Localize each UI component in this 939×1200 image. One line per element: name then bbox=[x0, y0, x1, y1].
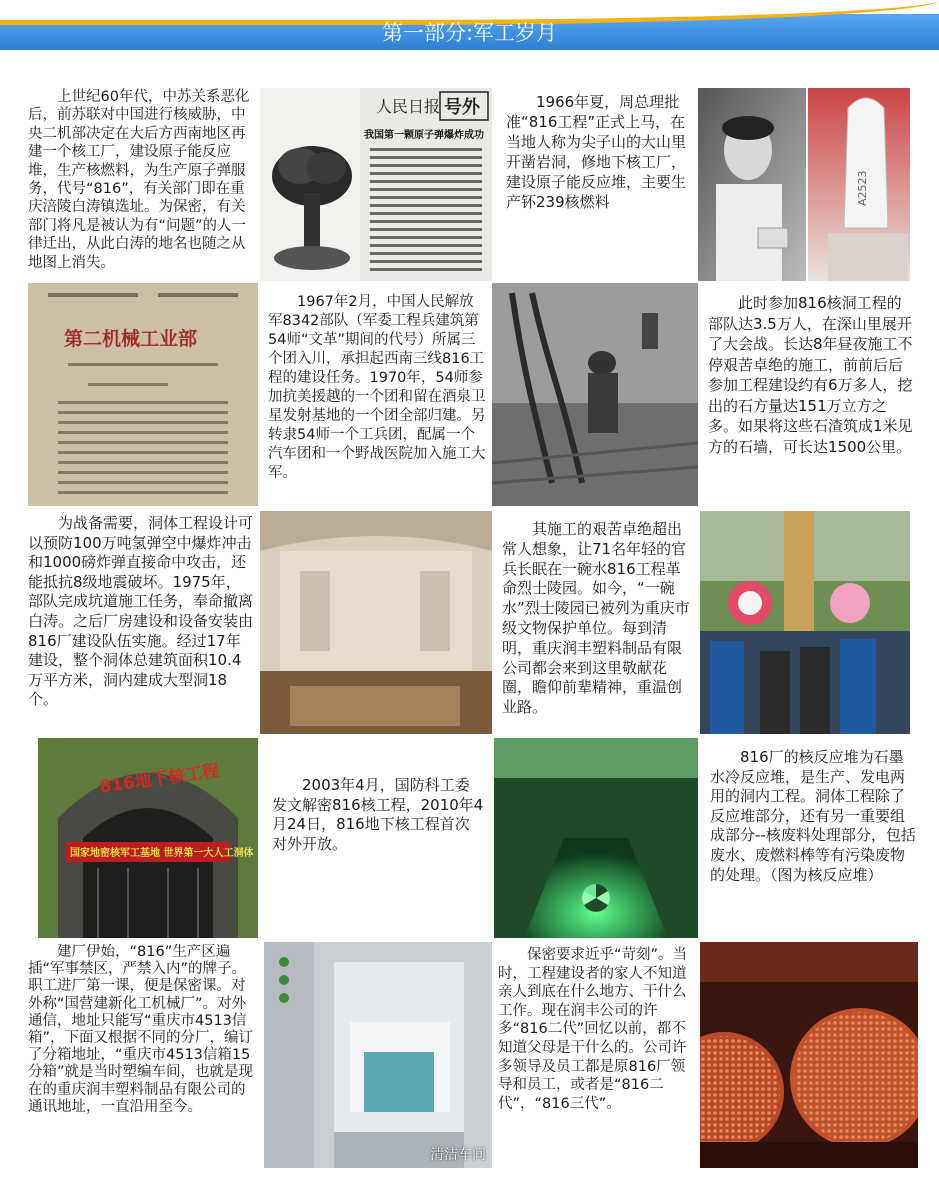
newspaper-extra: 号外 bbox=[444, 97, 480, 118]
text-block-3: 1967年2月，中国人民解放军8342部队（军委工程兵建筑第54师“文革”期间的代号）所属三个团入川，承担起西南三线816工程的建设任务。1970年，54师参加抗美援越的一个团和留在酒泉卫星发射基地的一个团全部归建。另转隶54师一个工兵团，配属一个汽车团和一个野战医院加入施工大军。 bbox=[268, 294, 486, 481]
memorial-ceremony-image bbox=[700, 511, 910, 734]
text-block-2: 1966年夏，周总理批准“816工程”正式上马，在当地人称为尖子山的大山里开凿岩洞，修地下核工厂，建设原子能反应堆，主要生产钚239核燃料 bbox=[506, 93, 687, 211]
reactor-green-image bbox=[494, 738, 698, 938]
zhou-and-missile-image bbox=[698, 88, 910, 281]
construction-worker-image bbox=[492, 283, 698, 506]
cavern-hall-image bbox=[260, 511, 492, 734]
newspaper-masthead: 人民日报 bbox=[376, 97, 441, 116]
tunnel-entrance-image bbox=[38, 738, 258, 938]
text-block-4: 此时参加816核洞工程的部队达3.5万人，在深山里展开了大会战。长达8年昼夜施工不停艰苦卓绝的施工，前前后后参加工程建设约有6万多人，挖出的石方量达151万立方之多。如果将这些石渣筑成1米见方的石墙，可长达1500公里。 bbox=[708, 294, 913, 456]
ministry-document-image bbox=[28, 283, 258, 506]
tunnel-sign: 816地下核工程 bbox=[98, 761, 221, 798]
text-block-5: 为战备需要，洞体工程设计可以预防100万吨氢弹空中爆炸冲击和1000磅炸弹直接命中攻击，还能抵抗8级地震破坏。1975年，部队完成坑道施工任务，奉命撤离白涛。之后厂房建设和设备安装由816厂建设队伍实施。经过17年建设，整个洞体总建筑面积10.4万平方米，洞内建成大型洞18个。 bbox=[28, 514, 254, 709]
text-block-7: 2003年4月，国防科工委发文解密816核工程，2010年4月24日，816地下核工程首次对外开放。 bbox=[272, 776, 484, 853]
tunnel-banner: 国家地密核军工基地 世界第一大人工洞体 bbox=[70, 848, 254, 859]
section-header bbox=[0, 0, 939, 52]
document-title: 第二机械工业部 bbox=[64, 328, 198, 350]
clean-room-image bbox=[264, 942, 492, 1168]
missile-label: A2523 bbox=[856, 170, 869, 206]
section-title: 第一部分:军工岁月 bbox=[381, 21, 558, 45]
text-block-6: 其施工的艰苦卓绝超出常人想象，让71名年轻的官兵长眠在一碗水816工程革命烈士陵园。如今，“一碗水”烈士陵园已被列为重庆市级文物保护单位。每到清明，重庆润丰塑料制品有限公司都会来到这里敬献花圈，瞻仰前辈精神，重温创业路。 bbox=[502, 520, 690, 717]
text-block-10: 保密要求近乎“苛刻”。当时，工程建设者的家人不知道亲人到底在什么地方、干什么工作。现在润丰公司的许多“816二代”回忆以前，都不知道父母是干什么的。公司许多领导及员工都是原816厂领导和员工，或者是“816二代”，“816三代”。 bbox=[498, 947, 688, 1112]
text-block-1: 上世纪60年代，中苏关系恶化后，前苏联对中国进行核威胁，中央二机部决定在大后方西南地区再建一个核工厂，建设原子能反应堆，生产核燃料，为生产原子弹服务，代号“816”，有关部门即在重庆涪陵白涛镇选址。为保密，有关部门将凡是被认为有“问题”的人一律迁出，从此白涛的地名也随之从地图上消失。 bbox=[28, 89, 250, 271]
newspaper-headline: 我国第一颗原子弹爆炸成功 bbox=[364, 130, 484, 141]
clean-room-caption: 清洁车间 bbox=[430, 1147, 486, 1163]
newspaper-image bbox=[260, 88, 492, 281]
text-block-8: 816厂的核反应堆为石墨水冷反应堆，是生产、发电两用的洞内工程。洞体工程除了反应堆部分，还有另一重要组成部分--核废料处理部分，包括废水、废燃料棒等有污染废物的处理。（图为核反应堆） bbox=[710, 748, 916, 884]
reactor-face-image bbox=[700, 942, 918, 1168]
text-block-9: 建厂伊始，“816”生产区遍插“军事禁区，严禁入内”的牌子。职工进厂第一课，便是保密课。对外称“国营建新化工机械厂”。对外通信，地址只能写“重庆市4513信箱”，下面又根据不同的分厂，编订了分箱地址，“重庆市4513信箱15分箱”就是当时塑编车间，也就是现在的重庆润丰塑料制品有限公司的通讯地址，一直沿用至今。 bbox=[28, 944, 254, 1115]
